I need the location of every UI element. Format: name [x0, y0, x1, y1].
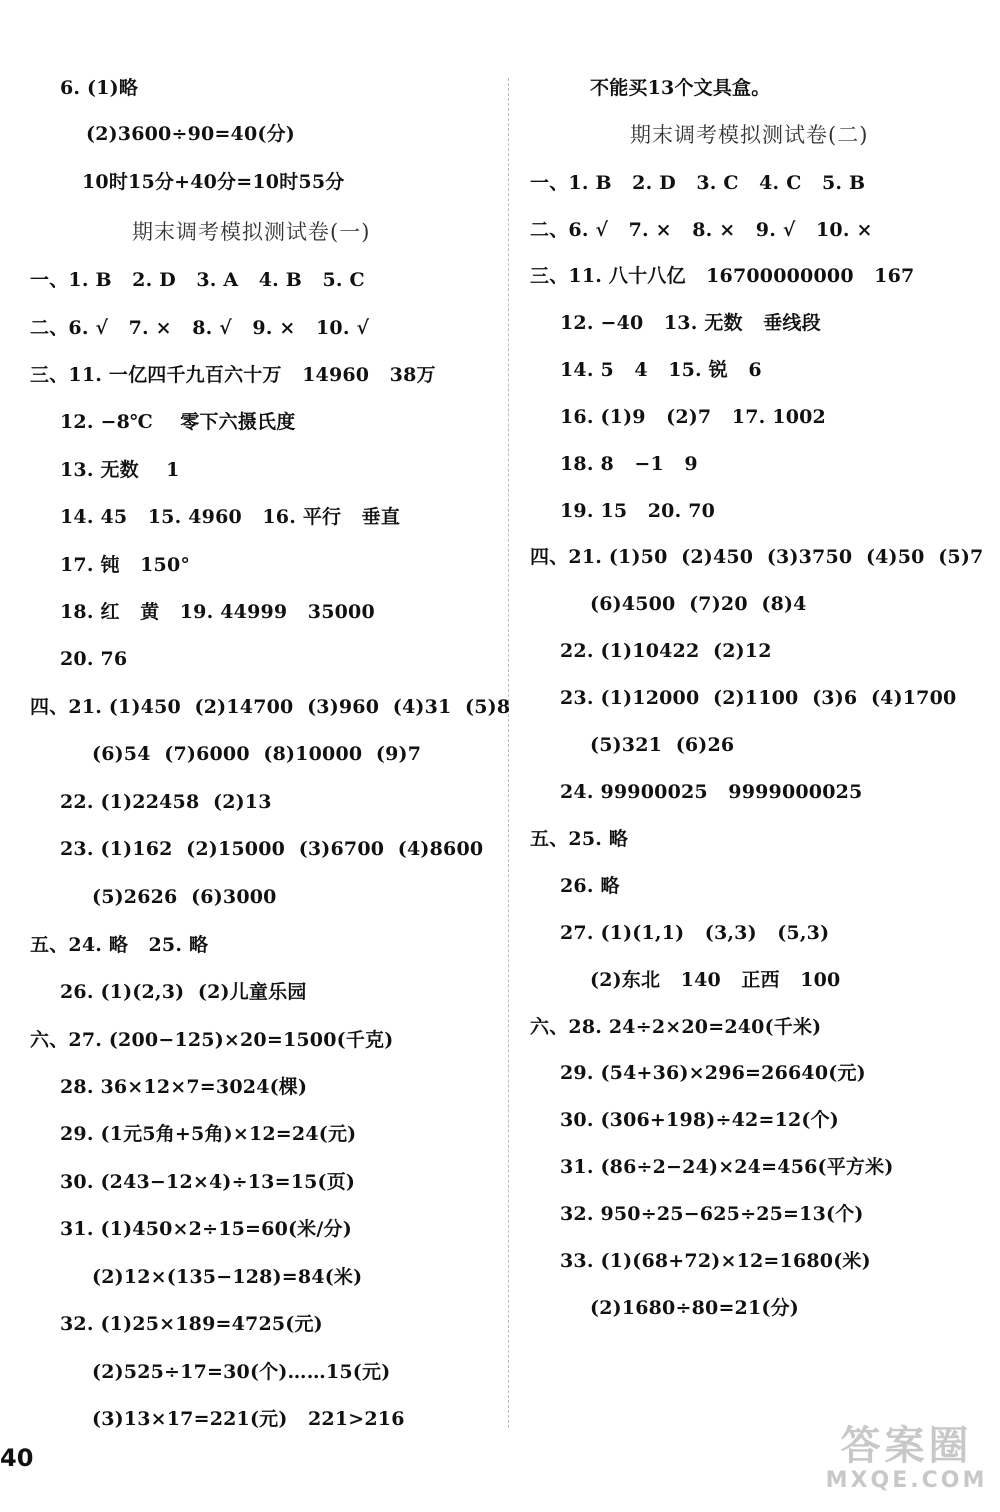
column-divider — [508, 78, 509, 1428]
answer-line: (5)321 (6)26 — [590, 734, 735, 756]
answer-line: 三、11. 一亿四千九百六十万 14960 38万 — [30, 364, 436, 386]
answer-line: 六、28. 24÷2×20=240(千米) — [530, 1016, 822, 1038]
section-heading: 期末调考模拟测试卷(一) — [132, 220, 371, 244]
answer-line: 10时15分+40分=10时55分 — [82, 171, 345, 193]
answer-line: 32. 950÷25−625÷25=13(个) — [560, 1203, 864, 1225]
answer-line: (2)东北 140 正西 100 — [590, 969, 841, 991]
watermark-logo: 答案圈 — [840, 1423, 973, 1469]
answer-line: 三、11. 八十八亿 16700000000 167 — [530, 265, 915, 287]
answer-line: 22. (1)22458 (2)13 — [60, 791, 272, 813]
answer-line: 27. (1)(1,1) (3,3) (5,3) — [560, 922, 830, 944]
answer-line: 二、6. √ 7. × 8. × 9. √ 10. × — [530, 219, 873, 241]
answer-line: 12. −8℃ 零下六摄氏度 — [60, 411, 296, 433]
answer-line: 32. (1)25×189=4725(元) — [60, 1313, 323, 1335]
answer-line: (6)54 (7)6000 (8)10000 (9)7 — [92, 743, 422, 765]
section-heading: 期末调考模拟测试卷(二) — [630, 123, 869, 147]
answer-line: 16. (1)9 (2)7 17. 1002 — [560, 406, 826, 428]
answer-line: 不能买13个文具盒。 — [590, 77, 771, 99]
answer-line: 28. 36×12×7=3024(棵) — [60, 1076, 308, 1098]
answer-line: 23. (1)162 (2)15000 (3)6700 (4)8600 — [60, 838, 484, 860]
answer-line: 22. (1)10422 (2)12 — [560, 640, 772, 662]
answer-line: 六、27. (200−125)×20=1500(千克) — [30, 1029, 394, 1051]
answer-line: 30. (306+198)÷42=12(个) — [560, 1109, 839, 1131]
answer-line: (2)3600÷90=40(分) — [86, 123, 295, 145]
answer-line: 23. (1)12000 (2)1100 (3)6 (4)1700 — [560, 687, 957, 709]
answer-line: 17. 钝 150° — [60, 554, 191, 576]
answer-line: 四、21. (1)450 (2)14700 (3)960 (4)31 (5)8 — [30, 696, 511, 718]
answer-line: (2)525÷17=30(个)……15(元) — [92, 1361, 391, 1383]
answer-line: 26. (1)(2,3) (2)儿童乐园 — [60, 981, 307, 1003]
answer-line: (6)4500 (7)20 (8)4 — [590, 593, 807, 615]
answer-line: 14. 45 15. 4960 16. 平行 垂直 — [60, 506, 401, 528]
page-number: 40 — [0, 1444, 34, 1472]
answer-line: 33. (1)(68+72)×12=1680(米) — [560, 1250, 871, 1272]
answer-line: 31. (1)450×2÷15=60(米/分) — [60, 1218, 352, 1240]
answer-line: 30. (243−12×4)÷13=15(页) — [60, 1171, 356, 1193]
answer-line: 四、21. (1)50 (2)450 (3)3750 (4)50 (5)7 — [530, 546, 984, 568]
answer-line: 29. (54+36)×296=26640(元) — [560, 1062, 866, 1084]
answer-line: 14. 5 4 15. 锐 6 — [560, 359, 762, 381]
answer-line: 20. 76 — [60, 648, 128, 670]
answer-line: 24. 99900025 9999000025 — [560, 781, 863, 803]
answer-line: 五、24. 略 25. 略 — [30, 934, 209, 956]
answer-line: 29. (1元5角+5角)×12=24(元) — [60, 1123, 357, 1145]
answer-line: 31. (86÷2−24)×24=456(平方米) — [560, 1156, 894, 1178]
answer-line: 13. 无数 1 — [60, 459, 180, 481]
answer-line: 26. 略 — [560, 875, 620, 897]
answer-line: 18. 8 −1 9 — [560, 453, 698, 475]
answer-line: 19. 15 20. 70 — [560, 500, 716, 522]
answer-line: (2)12×(135−128)=84(米) — [92, 1266, 363, 1288]
answer-line: (5)2626 (6)3000 — [92, 886, 277, 908]
answer-line: 二、6. √ 7. × 8. √ 9. × 10. √ — [30, 317, 370, 339]
answer-line: 18. 红 黄 19. 44999 35000 — [60, 601, 375, 623]
watermark — [819, 1424, 994, 1506]
answer-line: 五、25. 略 — [530, 828, 629, 850]
answer-line: 12. −40 13. 无数 垂线段 — [560, 312, 821, 334]
watermark-url: MXQE.COM — [825, 1468, 988, 1493]
answer-line: 一、1. B 2. D 3. A 4. B 5. C — [30, 269, 365, 291]
answer-line: 一、1. B 2. D 3. C 4. C 5. B — [530, 172, 866, 194]
answer-line: 6. (1)略 — [60, 77, 139, 99]
answer-line: (3)13×17=221(元) 221>216 — [92, 1408, 405, 1430]
answer-line: (2)1680÷80=21(分) — [590, 1297, 799, 1319]
